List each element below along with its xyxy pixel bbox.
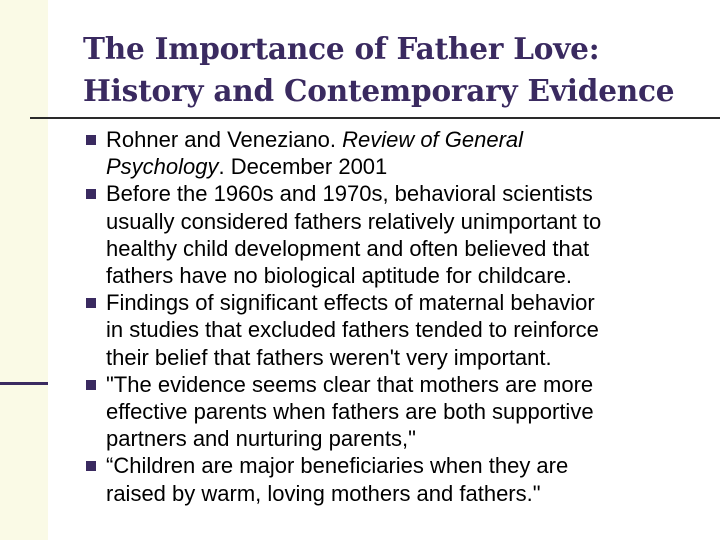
bullet-line: Findings of significant effects of maternal behavior (106, 290, 595, 316)
side-band (0, 0, 48, 540)
bullet-line (106, 126, 686, 153)
bullet-line: usually considered fathers relatively unimportant to (106, 208, 602, 234)
title-line-2: History and Contemporary Evidence (83, 73, 675, 108)
bullet-item-quote-children (86, 452, 686, 506)
side-accent-bar (0, 382, 48, 385)
square-bullet-icon (86, 298, 96, 308)
slide-title (83, 28, 703, 112)
citation-journal-part2: Psychology (106, 154, 219, 180)
bullet-item-findings (86, 289, 686, 371)
bullet-line: effective parents when fathers are both supportive (106, 399, 594, 425)
title-divider (30, 117, 720, 119)
bullet-line: Before the 1960s and 1970s, behavioral scientists (106, 181, 593, 207)
bullet-item-quote-evidence (86, 371, 686, 453)
bullet-line: their belief that fathers weren't very important. (106, 344, 552, 370)
bullet-item-citation (86, 126, 686, 180)
bullet-line: in studies that excluded fathers tended to reinforce (106, 317, 599, 343)
bullet-line: raised by warm, loving mothers and fathers." (106, 480, 541, 506)
bullet-line: "The evidence seems clear that mothers are more (106, 371, 594, 397)
bullet-line: partners and nurturing parents," (106, 426, 416, 452)
bullet-item-history (86, 180, 686, 289)
square-bullet-icon (86, 189, 96, 199)
bullet-line: “Children are major beneficiaries when they are (106, 453, 569, 479)
square-bullet-icon (86, 380, 96, 390)
bullet-line: healthy child development and often believed that (106, 235, 590, 261)
square-bullet-icon (86, 461, 96, 471)
bullet-line (106, 153, 686, 180)
bullet-list (86, 126, 686, 507)
citation-date: . December 2001 (218, 154, 388, 180)
citation-journal-part1: Review of General (342, 127, 524, 152)
title-line-1: The Importance of Father Love: (83, 31, 600, 66)
bullet-line: fathers have no biological aptitude for childcare. (106, 263, 572, 289)
citation-authors: Rohner and Veneziano. (106, 127, 343, 152)
square-bullet-icon (86, 135, 96, 145)
